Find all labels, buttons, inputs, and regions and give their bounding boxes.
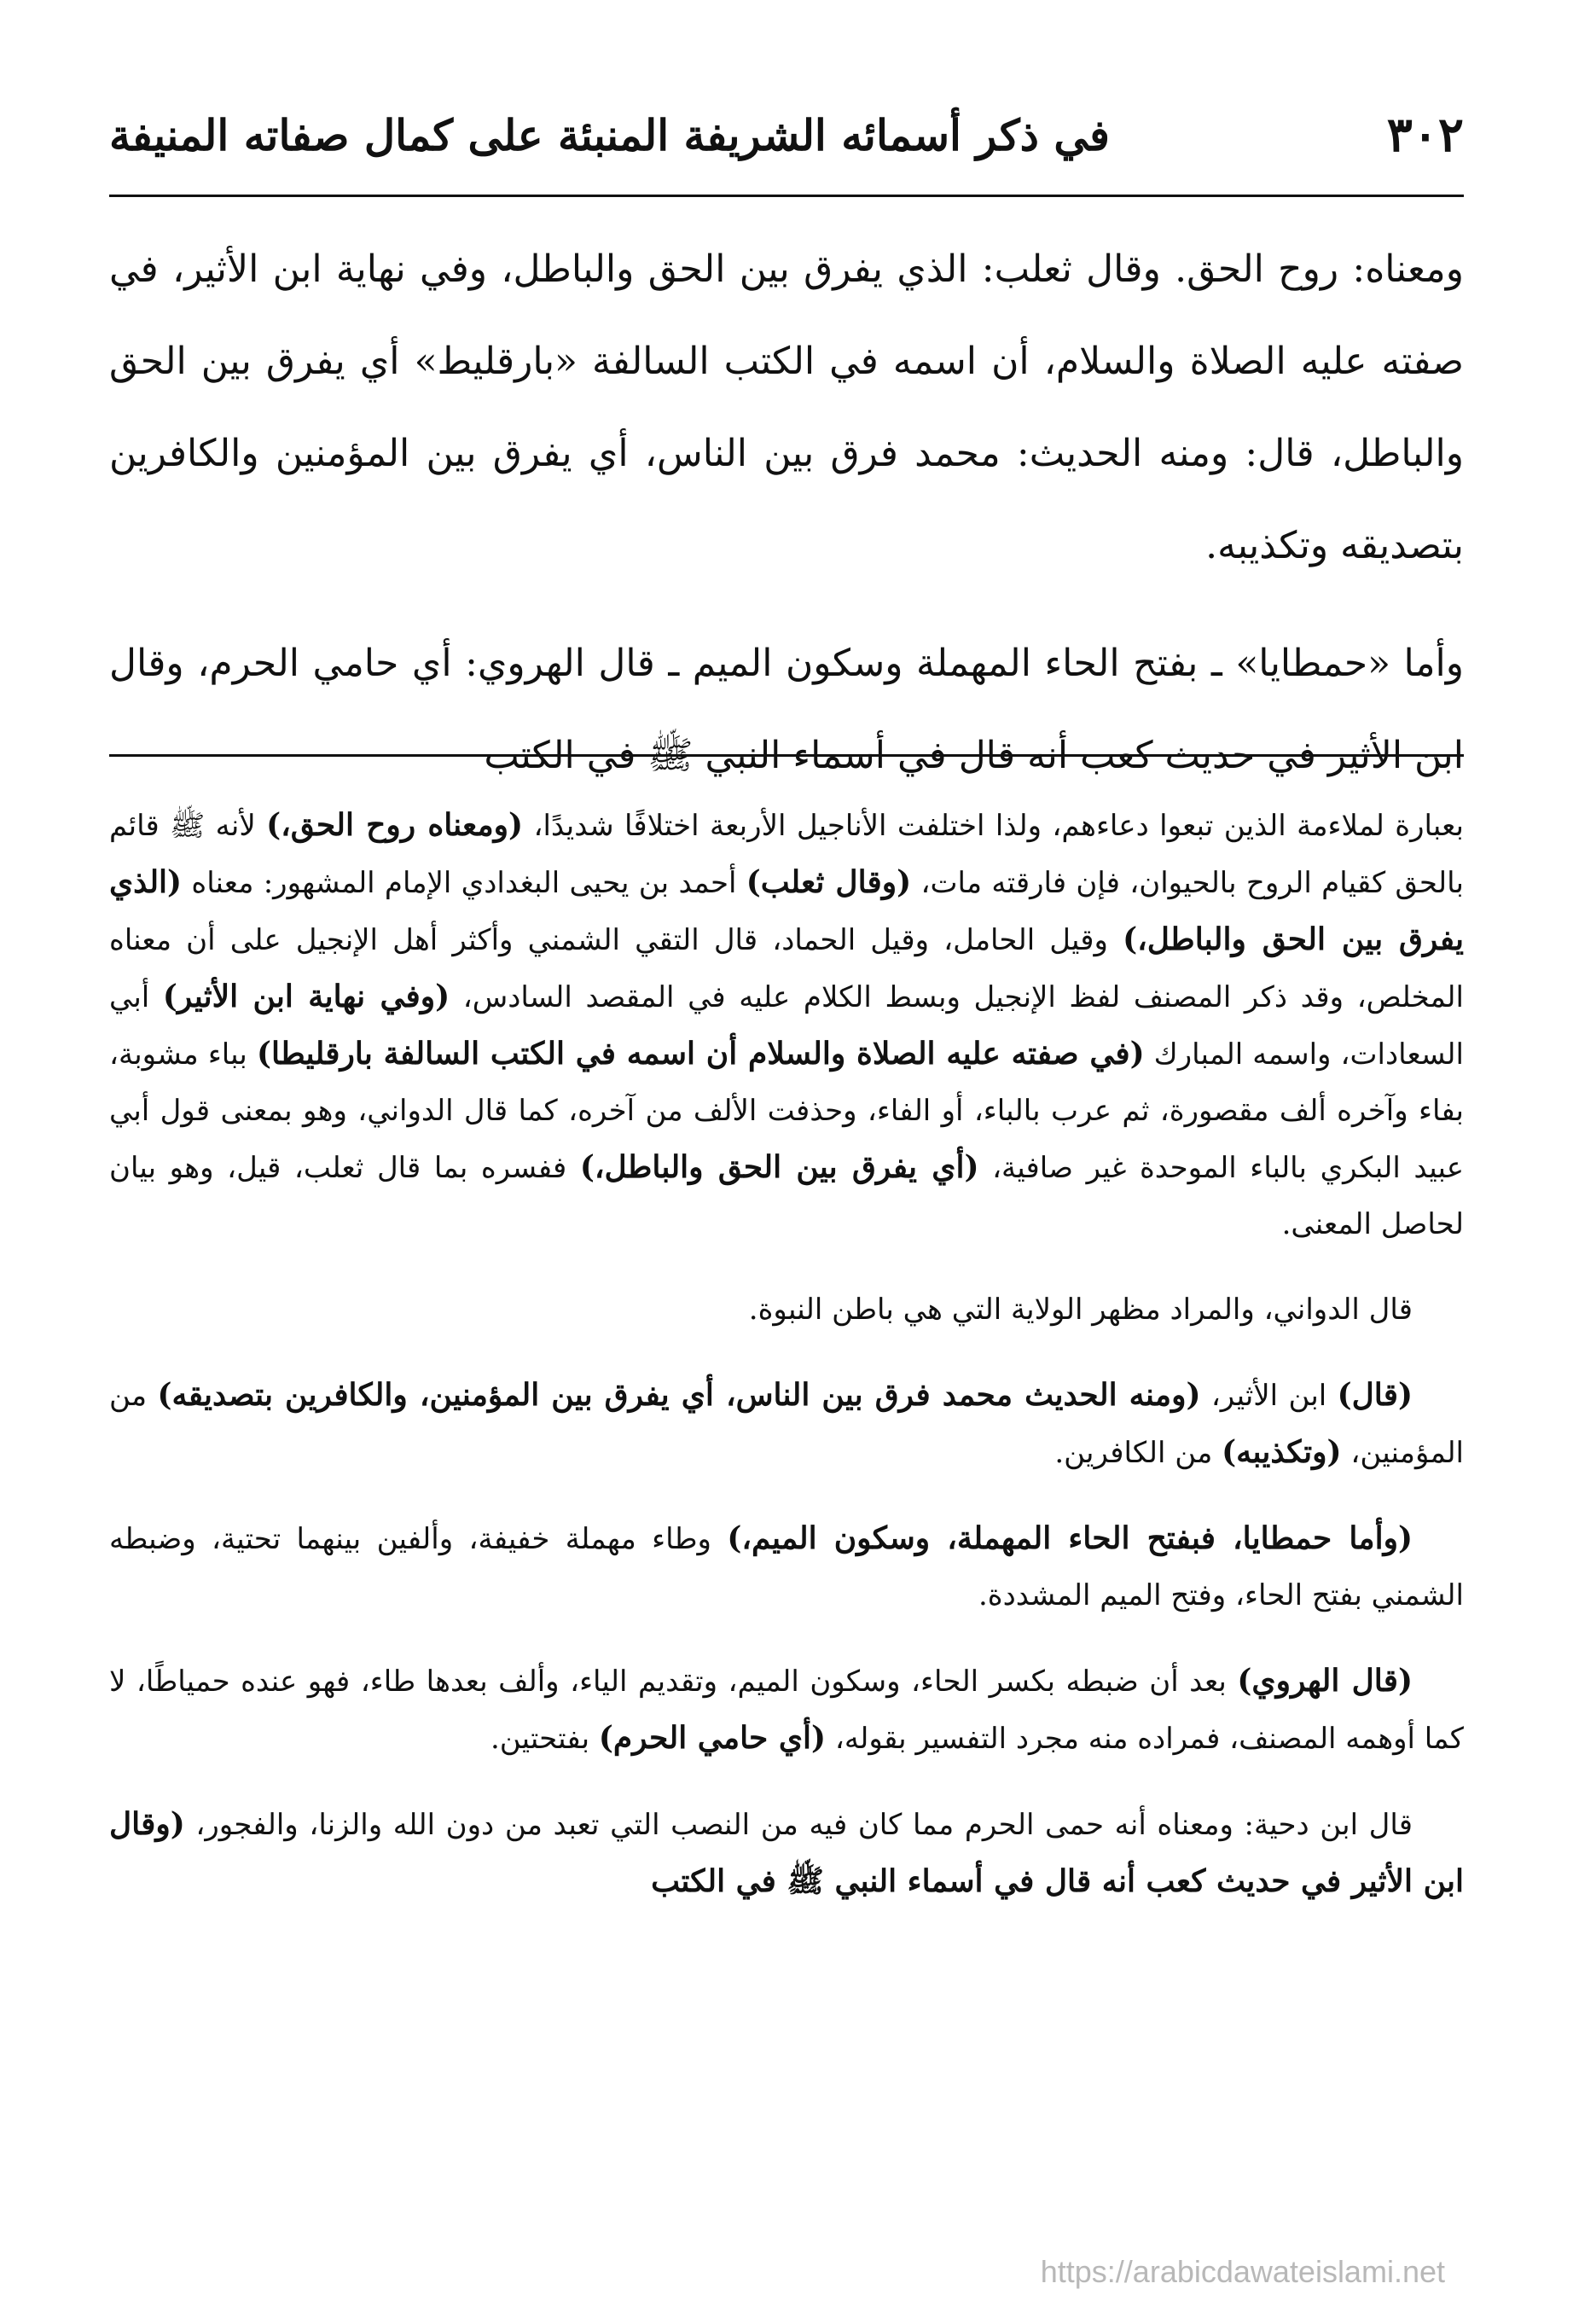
commentary-text: أحمد بن يحيى البغدادي الإمام المشهور: معناه [182,866,746,900]
commentary-text: بباء مشوبة، بفاء وآخره ألف مقصورة، ثم عرب بالباء، أو الفاء، وحذفت الألف من آخره، كما قال الدواني، وهو بمعنى قول أبي عبيد البكري بالباء الموحدة غير صافية، [109,1037,1465,1185]
commentary-text: وطاء مهملة خفيفة، وألفين بينهما تحتية، وضبطه الشمني بفتح الحاء، وفتح الميم المشددة. [109,1522,1464,1612]
commentary-text: أبي السعادات، واسمه المبارك [109,980,1464,1072]
quoted-phrase: (الذي يفرق بين الحق والباطل،) [109,864,1464,957]
commentary-paragraph: قال الدواني، والمراد مظهر الولاية التي هي باطن النبوة. [748,1293,1413,1327]
quoted-phrase: (وفي نهاية ابن الأثير) [162,979,450,1014]
main-paragraph: وأما «حمطايا» ـ بفتح الحاء المهملة وسكون الميم ـ قال الهروي: أي حامي الحرم، وقال ابن الأثير في حديث كعب أنه قال في أسماء النبي ﷺ في الكتب [109,642,1464,777]
commentary-text: من الكافرين. [1054,1436,1222,1470]
commentary-text: بفتحتين. [490,1722,599,1756]
commentary-text: ففسره بما قال ثعلب، قيل، وهو بيان لحاصل المعنى. [109,1151,1464,1241]
quoted-phrase: (ومنه الحديث محمد فرق بين الناس، أي يفرق بين المؤمنين، والكافرين بتصديقه) [157,1377,1201,1413]
commentary-text: قال ابن دحية: ومعناه أنه حمى الحرم مما كان فيه من النصب التي تعبد من دون الله والزنا، والفجور، [184,1808,1413,1842]
quoted-phrase: (وقال ثعلب) [746,864,912,900]
page-number: ٣٠٢ [1386,107,1464,163]
commentary-paragraph [109,1796,1464,1910]
quoted-phrase: (وأما حمطايا، فبفتح الحاء المهملة، وسكون الميم،) [727,1520,1413,1556]
commentary-text: بعد أن ضبطه بكسر الحاء، وسكون الميم، وتقديم الياء، وألف بعدها طاء، فهو عنده حمياطًا، لا كما أوهمه المصنف، فمراده منه مجرد التفسير بقوله، [109,1665,1464,1756]
commentary-text: من المؤمنين، [109,1379,1464,1470]
quoted-phrase: (في صفته عليه الصلاة والسلام أن اسمه في الكتب السالفة بارقليطا) [256,1036,1145,1072]
watermark-url: https://arabicdawateislami.net [1040,2254,1445,2289]
header-divider [109,195,1464,197]
commentary-divider [109,754,1464,757]
commentary-paragraph [109,797,1464,1252]
commentary-paragraph [109,1653,1464,1767]
commentary-text: ابن الأثير، [1200,1379,1338,1413]
commentary-paragraph [109,1510,1464,1624]
commentary-text: وقيل الحامل، وقيل الحماد، قال التقي الشمني وأكثر أهل الإنجيل على أن معناه المخلص، وقد ذكر المصنف لفظ الإنجيل وبسط الكلام عليه في المقصد السادس، [109,923,1464,1014]
main-paragraph: ومعناه: روح الحق. وقال ثعلب: الذي يفرق بين الحق والباطل، وفي نهاية ابن الأثير، في صفته عليه الصلاة والسلام، أن اسمه في الكتب السالفة «بارقليط» أي يفرق بين الحق والباطل، قال: ومنه الحديث: محمد فرق بين الناس، أي يفرق بين المؤمنين والكافرين بتصديقه وتكذيبه. [109,247,1464,567]
quoted-phrase: (قال) [1337,1377,1413,1413]
main-text [109,224,1464,802]
commentary-paragraph [109,1367,1464,1481]
commentary [109,797,1464,1910]
running-title: في ذكر أسمائه الشريفة المنبئة على كمال صفاته المنيفة [109,109,1110,160]
commentary-text: لأنه ﷺ قائم بالحق كقيام الروح بالحيوان، فإن فارقته مات، [109,809,1464,900]
commentary-text: بعبارة لملاءمة الذين تبعوا دعاءهم، ولذا اختلفت الأناجيل الأربعة اختلافًا شديدًا، [523,809,1464,843]
page-header [109,101,1464,169]
quoted-phrase: (وتكذيبه) [1222,1434,1342,1470]
quoted-phrase: (أي حامي الحرم) [598,1720,827,1756]
quoted-phrase: (قال الهروي) [1237,1663,1413,1699]
quoted-phrase: (ومعناه روح الحق،) [266,807,524,843]
quoted-phrase: (وقال ابن الأثير في حديث كعب أنه قال في أسماء النبي ﷺ في الكتب [109,1806,1464,1899]
quoted-phrase: (أي يفرق بين الحق والباطل،) [579,1149,979,1185]
